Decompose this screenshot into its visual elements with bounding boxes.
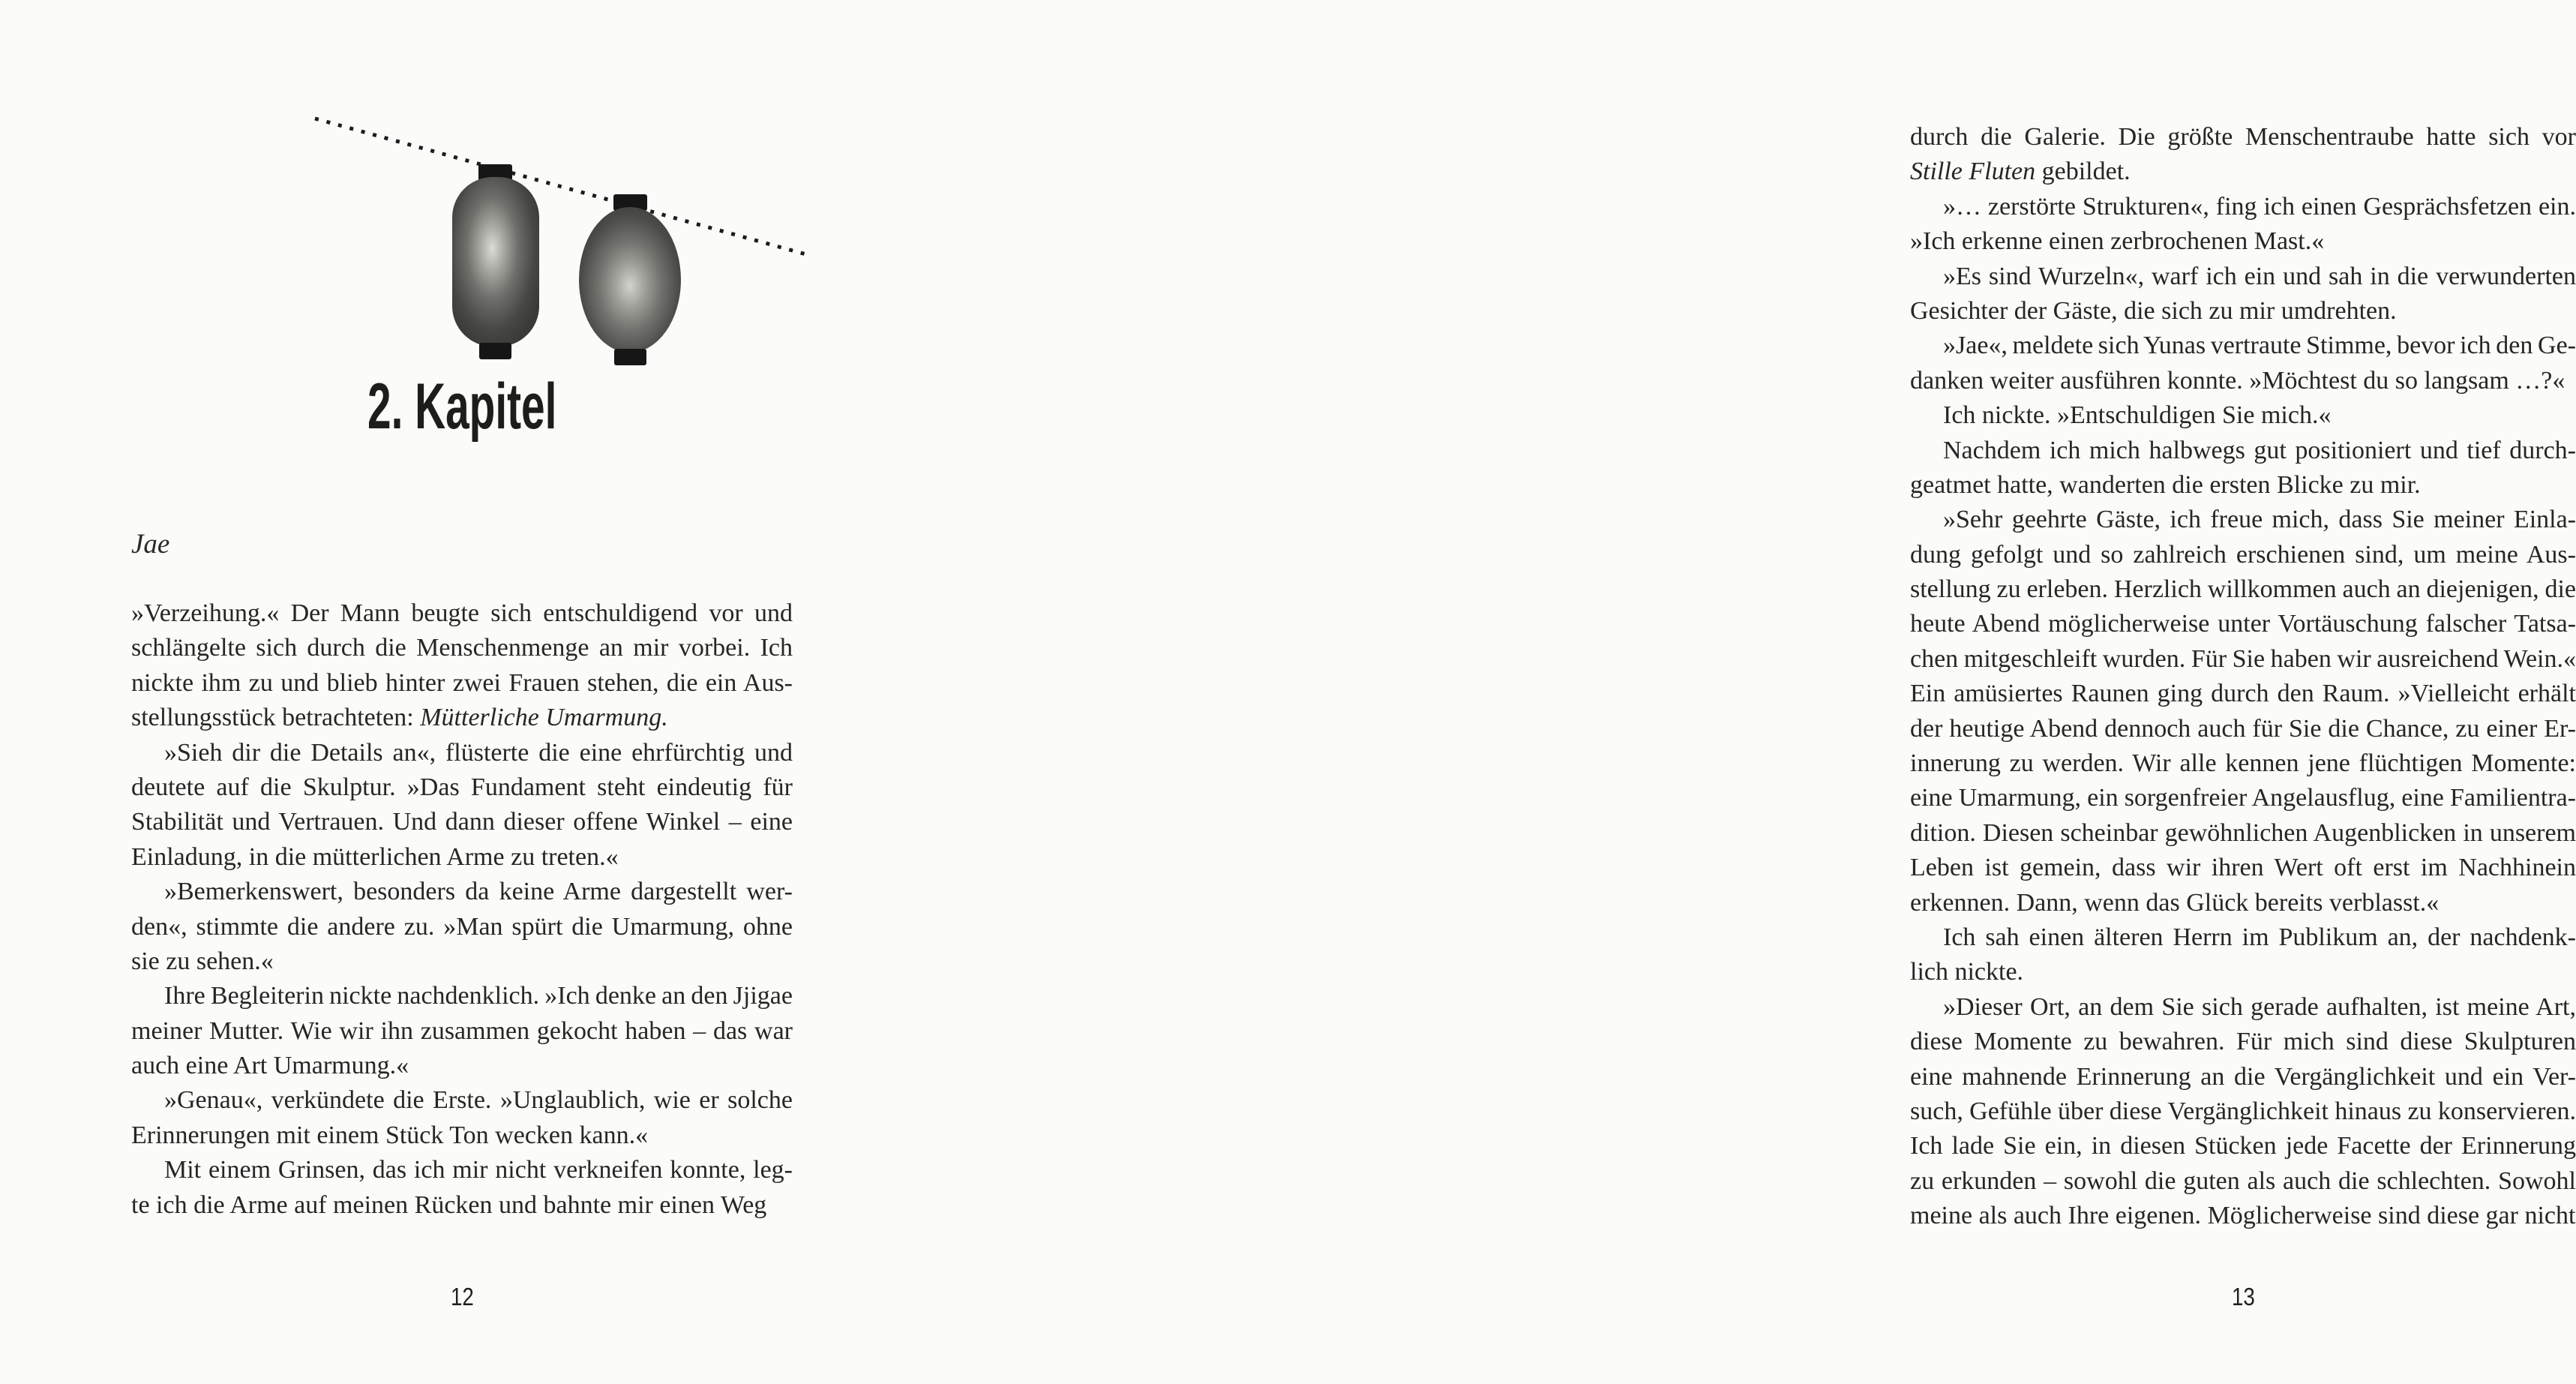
text-line: dition. Diesen scheinbar gewöhnlichen Augenblicken in unserem	[1910, 818, 2576, 847]
text-line: eine Umarmung, ein sorgenfreier Angelausflug, eine Familientra-	[1910, 784, 2576, 812]
text-line: dung gefolgt und so zahlreich erschienen sind, um meine Aus-	[1910, 540, 2576, 569]
text-line: Stabilität und Vertrauen. Und dann dieser offene Winkel – eine	[131, 808, 793, 836]
text-line: Leben ist gemein, dass wir ihren Wert oft erst im Nachhinein	[1910, 854, 2576, 882]
text-line: schlängelte sich durch die Menschenmenge an mir vorbei. Ich	[131, 634, 793, 662]
text-line: Erinnerungen mit einem Stück Ton wecken kann.«	[131, 1121, 649, 1149]
text-line: zu erkunden – sowohl die guten als auch die schlechten. Sowohl	[1910, 1166, 2576, 1195]
text-line: lich nickte.	[1910, 958, 2024, 986]
chapter-heading-text: 2. Kapitel	[367, 371, 557, 443]
text-line: »… zerstörte Strukturen«, fing ich einen Gesprächsfetzen ein.	[1943, 192, 2576, 221]
text-line: heute Abend möglicherweise unter Vortäuschung falscher Tatsa-	[1910, 610, 2576, 638]
text-line: auch eine Art Umarmung.«	[131, 1052, 409, 1080]
text-line: geatmet hatte, wanderten die ersten Blicke zu mir.	[1910, 470, 2421, 499]
text-line: »Genau«, verkündete die Erste. »Unglaublich, wie er solche	[164, 1086, 793, 1115]
text-line: Ein amüsiertes Raunen ging durch den Raum. »Vielleicht erhält	[1910, 680, 2576, 708]
text-line: nickte ihm zu und blieb hinter zwei Frauen stehen, die ein Aus-	[131, 668, 793, 697]
text-line: innerung zu werden. Wir alle kennen jene flüchtigen Momente:	[1910, 749, 2576, 778]
text-line: Ich nickte. »Entschuldigen Sie mich.«	[1943, 401, 2332, 430]
text-line: deutete auf die Skulptur. »Das Fundament steht eindeutig für	[131, 773, 793, 801]
text-line: »Ich erkenne einen zerbrochenen Mast.«	[1910, 227, 2325, 256]
lantern-right	[579, 194, 681, 365]
text-line: Gesichter der Gäste, die sich zu mir umdrehten.	[1910, 296, 2397, 325]
text-line: »Dieser Ort, an dem Sie sich gerade aufhalten, ist meine Art,	[1943, 992, 2576, 1021]
page-number	[1910, 1284, 2576, 1310]
text-line: erkennen. Dann, wenn das Glück bereits verblasst.«	[1910, 888, 2440, 917]
left-page	[0, 0, 900, 1384]
text-line: eine mahnende Erinnerung an die Vergänglichkeit und ein Ver-	[1910, 1062, 2576, 1091]
text-line: der heutige Abend dennoch auch für Sie die Chance, zu einer Er-	[1910, 714, 2576, 743]
text-line: Stille Fluten gebildet.	[1910, 158, 2131, 186]
text-line: »Verzeihung.« Der Mann beugte sich entschuldigend vor und	[131, 599, 793, 627]
text-line: den«, stimmte die andere zu. »Man spürt die Umarmung, ohne	[131, 912, 793, 941]
text-line: stellung zu erleben. Herzlich willkommen auch an diejenigen, die	[1910, 575, 2576, 604]
text-line: diese Momente zu bewahren. Für mich sind diese Skulpturen	[1910, 1028, 2576, 1056]
left-body-text	[131, 596, 793, 1223]
text-line: Nachdem ich mich halbwegs gut positioniert und tief durch-	[1943, 436, 2576, 464]
text-line: te ich die Arme auf meinen Rücken und bahnte mir einen Weg	[131, 1190, 767, 1219]
text-line: Ihre Begleiterin nickte nachdenklich. »Ich denke an den Jjigae	[164, 982, 793, 1010]
right-body-text	[1910, 120, 2576, 1234]
text-line: chen mitgeschleift wurden. Für Sie haben wir ausreichend Wein.«	[1910, 644, 2576, 673]
text-line: Ich sah einen älteren Herrn im Publikum an, der nachdenk-	[1943, 923, 2576, 951]
text-line: meiner Mutter. Wie wir ihn zusammen gekocht haben – das war	[131, 1016, 793, 1045]
text-line: »Jae«, meldete sich Yunas vertraute Stimme, bevor ich den Ge-	[1943, 332, 2576, 360]
chapter-heading	[131, 371, 793, 449]
text-line: sie zu sehen.«	[131, 947, 274, 975]
page-number-text: 13	[2231, 1283, 2255, 1310]
right-page	[900, 0, 2576, 1384]
text-line: such, Gefühle über diese Vergänglichkeit hinaus zu konservieren.	[1910, 1097, 2576, 1125]
text-line: Mit einem Grinsen, das ich mir nicht verkneifen konnte, leg-	[164, 1156, 793, 1184]
text-line: Einladung, in die mütterlichen Arme zu treten.«	[131, 842, 619, 871]
page-number	[131, 1284, 793, 1310]
text-line: »Bemerkenswert, besonders da keine Arme dargestellt wer-	[164, 878, 793, 906]
lanterns-illustration	[285, 96, 855, 390]
text-line: »Sieh dir die Details an«, flüsterte die eine ehrfürchtig und	[164, 738, 793, 767]
section-label-jae: Jae	[131, 529, 170, 560]
dotted-string	[315, 119, 811, 256]
text-line: »Es sind Wurzeln«, warf ich ein und sah in die verwunderten	[1943, 262, 2576, 290]
text-line: »Sehr geehrte Gäste, ich freue mich, dass Sie meiner Einla-	[1943, 506, 2576, 534]
text-line: danken weiter ausführen konnte. »Möchtest du so langsam …?«	[1910, 366, 2566, 395]
text-line: stellungsstück betrachteten: Mütterliche Umarmung.	[131, 704, 668, 732]
page-number-text: 12	[450, 1283, 474, 1310]
lantern-left	[452, 164, 539, 359]
text-line: Ich lade Sie ein, in diesen Stücken jede Facette der Erinnerung	[1910, 1132, 2576, 1160]
text-line: meine als auch Ihre eigenen. Möglicherweise sind diese gar nicht	[1910, 1202, 2576, 1230]
text-line: durch die Galerie. Die größte Menschentraube hatte sich vor	[1910, 123, 2576, 151]
